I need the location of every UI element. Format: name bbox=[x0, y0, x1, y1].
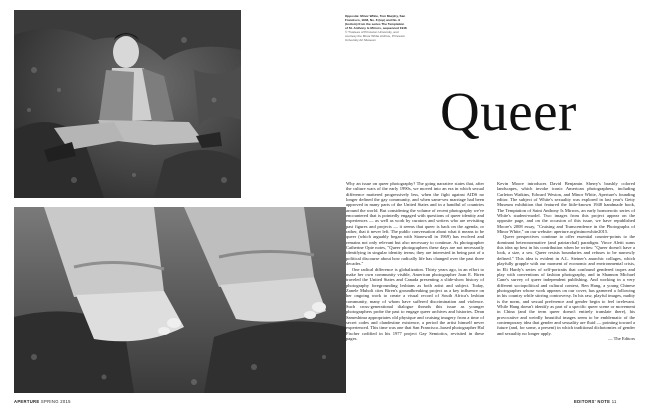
body-column-right bbox=[497, 181, 635, 341]
paragraph: One radical difference is globalization. Thirty years ago, in an effort to make her own community visible, American photographer Joan E. Biren traveled the United States and Canada presenting a slide-show history of photography foregrounding lesbians as both artist and subject. Today, Zanele Muholi cites Biren's groundbreaking project as a key influence on her ongoing work to create a visual record of South Africa's lesbian community, many of whom have suffered discrimination and violence. Such cross-generational dialogue threads this issue as younger photographers probe the past to engage queer archives and histories. Dean Sameshima appropriates old physique and cruising imagery from a time of secret codes and clandestine existence, a period the artist himself never experienced. This time was one that San Francisco–based photographer Hal Fischer codified in his 1977 project Gay Semiotics, revisited in these pages. bbox=[346, 266, 484, 341]
footer-section bbox=[574, 399, 617, 404]
signature: — The Editors bbox=[608, 335, 635, 341]
paragraph: Queer perspectives continue to offer essential counter-points to the dominant heteronormative (and patriarchal) paradigm. Vince Aletti sums this idea up best in his contribution when he writes: "Queer doesn't have a look, a size, a sex. Queer resists boundaries and refuses to be narrowly defined." This idea is evident in A.L. Steiner's anarchic collages, which playfully grapple with our moment of economic and environmental crisis, in Eli Hardy's series of self-portraits that confound gendered tropes and play with conventions of fashion photography, and in Shannon Michael Cane's survey of queer independent publishing. And working in a very different sociopolitical and cultural context, Ren Hang, a young Chinese photographer whose work appears on our cover, has garnered a following in his country while stirring controversy. In his raw, playful images, nudity is the norm, and sexual preference and gender begin to feel irrelevant. While Hang doesn't identify as part of a specific queer scene or movement in China (and the term queer doesn't entirely translate there), his provocative and weirdly beautiful images seem to be emblematic of the contemporary idea that gender and sexuality are fluid — pointing toward a future (and, for some, a present) in which traditional dichotomies of gender and sexuality no longer apply. bbox=[497, 234, 635, 336]
footer-issue: SPRING 2015 bbox=[39, 399, 71, 404]
body-column-left bbox=[346, 181, 484, 341]
footer-magazine-name: APERTURE bbox=[14, 399, 40, 404]
caption-title: Opposite: Minor White, Tom Murphy, San Francisco, 1948, No. 8 (top) and No. 9 (bottom) from the series The Temptation of St. Anthony Is Mirrors, sequenced 1948 bbox=[345, 14, 407, 30]
caption-credit: © Trustees of Princeton University, and courtesy the Minor White Archive, Princeton University Art Museum bbox=[345, 30, 406, 42]
footer-publication bbox=[14, 399, 71, 404]
photo-caption bbox=[345, 14, 407, 42]
paragraph: Kevin Moore introduces David Benjamin Sherry's brashly colored landscapes, which invoke iconic American photographers, including Carleton Watkins, Edward Weston, and Minor White, Aperture's founding editor. The subject of White's sexuality was explored in last year's Getty Museum exhibition that featured the little-known 1948 handmade book, The Temptation of Saint Anthony Is Mirrors, an early homoerotic series of White's student-model. Two images from this project appear on the opposite page, and on the occasion of this issue, we have republished Moore's 2008 essay, "Cruising and Transcendence in the Photographs of Minor White," on our website: aperture.org/minorwhite2015. bbox=[497, 181, 635, 235]
photo-bare-feet-closeup bbox=[14, 207, 346, 393]
photo-seated-man-on-rocks bbox=[14, 10, 241, 198]
page-title: Queer bbox=[440, 81, 577, 142]
paragraph: Why an issue on queer photography? The going narrative states that, after the culture wars of the early 1990s, we moved into an era in which sexual difference mattered progressively less, when the fight against AIDS no longer defined the gay community, and when same-sex marriage had been approved in many parts of the United States and in a handful of countries around the world. But considering the volume of recent photography we've encountered that is pointedly engaged with questions of queer identity and experiences — as well as work by curators and writers who are revisiting past figures and projects — it seems that queer is back on the agenda, or rather, that it never left. The public conversation about what it means to be queer (which arguably began with Stonewall in 1969) has evolved and remains not only relevant but also necessary to continue. As photographer Catherine Opie notes, "Queer photographers these days are not necessarily identifying in singular identity terms; they are interested in being part of a political discourse about how radically life has changed over the past three decades." bbox=[346, 181, 484, 267]
page-number: 11 bbox=[610, 399, 617, 404]
footer-section-name: EDITORS' NOTE bbox=[574, 399, 611, 404]
